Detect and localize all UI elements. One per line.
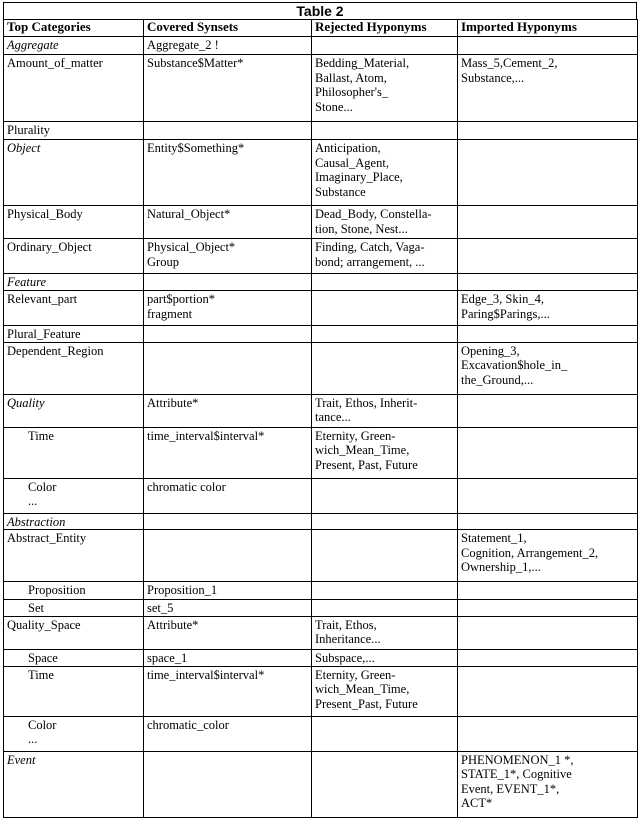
table-row (4, 55, 638, 122)
category-cell: Abstraction (4, 513, 144, 530)
covered-cell (144, 342, 312, 394)
rejected-cell (312, 37, 458, 55)
rejected-cell: Bedding_Material, Ballast, Atom, Philosopher's_ Stone... (312, 55, 458, 122)
imported-cell: Opening_3, Excavation$hole_in_ the_Ground,... (458, 342, 638, 394)
imported-cell: Statement_1, Cognition, Arrangement_2, Ownership_1,... (458, 530, 638, 582)
category-cell: Dependent_Region (4, 342, 144, 394)
covered-cell (144, 751, 312, 817)
category-cell: Event (4, 751, 144, 817)
imported-cell (458, 394, 638, 427)
rejected-cell (312, 291, 458, 326)
rejected-cell: Finding, Catch, Vaga- bond; arrangement, ... (312, 239, 458, 274)
header-row (4, 20, 638, 37)
rejected-cell (312, 530, 458, 582)
rejected-cell (312, 478, 458, 513)
category-cell: Set (4, 600, 144, 617)
covered-cell: Attribute* (144, 394, 312, 427)
covered-cell: Aggregate_2 ! (144, 37, 312, 55)
table-row (4, 37, 638, 55)
table-row (4, 751, 638, 817)
category-cell: Time (4, 666, 144, 716)
category-cell: Space (4, 649, 144, 666)
rejected-cell: Dead_Body, Constella- tion, Stone, Nest... (312, 206, 458, 239)
table-row (4, 206, 638, 239)
covered-cell: set_5 (144, 600, 312, 617)
table-row (4, 666, 638, 716)
covered-cell (144, 513, 312, 530)
imported-cell (458, 206, 638, 239)
covered-cell (144, 326, 312, 343)
imported-cell (458, 666, 638, 716)
rejected-cell: Eternity, Green- wich_Mean_Time, Present_Past, Future (312, 666, 458, 716)
category-cell: Plural_Feature (4, 326, 144, 343)
imported-cell (458, 600, 638, 617)
imported-cell (458, 513, 638, 530)
table-row (4, 122, 638, 140)
covered-cell: Attribute* (144, 616, 312, 649)
covered-cell: Physical_Object* Group (144, 239, 312, 274)
categories-table (3, 19, 638, 818)
rejected-cell (312, 716, 458, 751)
category-cell: Plurality (4, 122, 144, 140)
table-row (4, 239, 638, 274)
table-row (4, 582, 638, 600)
imported-cell (458, 239, 638, 274)
imported-cell (458, 582, 638, 600)
covered-cell: time_interval$interval* (144, 666, 312, 716)
rejected-cell (312, 274, 458, 291)
table-row (4, 716, 638, 751)
imported-cell (458, 140, 638, 206)
covered-cell: Proposition_1 (144, 582, 312, 600)
imported-cell (458, 274, 638, 291)
document-page (3, 2, 637, 818)
category-cell: Color ... (4, 478, 144, 513)
table-row (4, 513, 638, 530)
category-cell: Aggregate (4, 37, 144, 55)
covered-cell (144, 274, 312, 291)
covered-cell: Natural_Object* (144, 206, 312, 239)
table-title: Table 2 (3, 2, 637, 19)
table-row (4, 394, 638, 427)
covered-cell: chromatic_color (144, 716, 312, 751)
table-row (4, 427, 638, 478)
category-cell: Amount_of_matter (4, 55, 144, 122)
header-imported-hyponyms: Imported Hyponyms (458, 20, 638, 37)
rejected-cell (312, 751, 458, 817)
rejected-cell (312, 326, 458, 343)
rejected-cell: Subspace,... (312, 649, 458, 666)
covered-cell: chromatic color (144, 478, 312, 513)
imported-cell (458, 326, 638, 343)
covered-cell: part$portion* fragment (144, 291, 312, 326)
rejected-cell (312, 122, 458, 140)
category-cell: Ordinary_Object (4, 239, 144, 274)
category-cell: Object (4, 140, 144, 206)
table-row (4, 649, 638, 666)
category-cell: Abstract_Entity (4, 530, 144, 582)
category-cell: Time (4, 427, 144, 478)
covered-cell: Substance$Matter* (144, 55, 312, 122)
category-cell: Quality_Space (4, 616, 144, 649)
category-cell: Color ... (4, 716, 144, 751)
imported-cell (458, 478, 638, 513)
header-rejected-hyponyms: Rejected Hyponyms (312, 20, 458, 37)
imported-cell: Mass_5,Cement_2, Substance,... (458, 55, 638, 122)
imported-cell (458, 122, 638, 140)
imported-cell: Edge_3, Skin_4, Paring$Parings,... (458, 291, 638, 326)
covered-cell (144, 122, 312, 140)
table-row (4, 530, 638, 582)
header-covered-synsets: Covered Synsets (144, 20, 312, 37)
imported-cell (458, 37, 638, 55)
table-row (4, 291, 638, 326)
table-row (4, 600, 638, 617)
rejected-cell (312, 582, 458, 600)
category-cell: Feature (4, 274, 144, 291)
rejected-cell (312, 513, 458, 530)
table-row (4, 478, 638, 513)
table-row (4, 342, 638, 394)
covered-cell: time_interval$interval* (144, 427, 312, 478)
category-cell: Proposition (4, 582, 144, 600)
imported-cell (458, 649, 638, 666)
covered-cell: Entity$Something* (144, 140, 312, 206)
imported-cell: PHENOMENON_1 *, STATE_1*, Cognitive Event, EVENT_1*, ACT* (458, 751, 638, 817)
rejected-cell: Trait, Ethos, Inherit- tance... (312, 394, 458, 427)
category-cell: Quality (4, 394, 144, 427)
category-cell: Physical_Body (4, 206, 144, 239)
table-body (4, 37, 638, 818)
covered-cell (144, 530, 312, 582)
table-row (4, 326, 638, 343)
rejected-cell: Anticipation, Causal_Agent, Imaginary_Place, Substance (312, 140, 458, 206)
table-row (4, 274, 638, 291)
covered-cell: space_1 (144, 649, 312, 666)
imported-cell (458, 716, 638, 751)
imported-cell (458, 616, 638, 649)
rejected-cell (312, 600, 458, 617)
rejected-cell: Trait, Ethos, Inheritance... (312, 616, 458, 649)
table-row (4, 140, 638, 206)
rejected-cell (312, 342, 458, 394)
header-top-categories: Top Categories (4, 20, 144, 37)
rejected-cell: Eternity, Green- wich_Mean_Time, Present, Past, Future (312, 427, 458, 478)
category-cell: Relevant_part (4, 291, 144, 326)
imported-cell (458, 427, 638, 478)
table-row (4, 616, 638, 649)
